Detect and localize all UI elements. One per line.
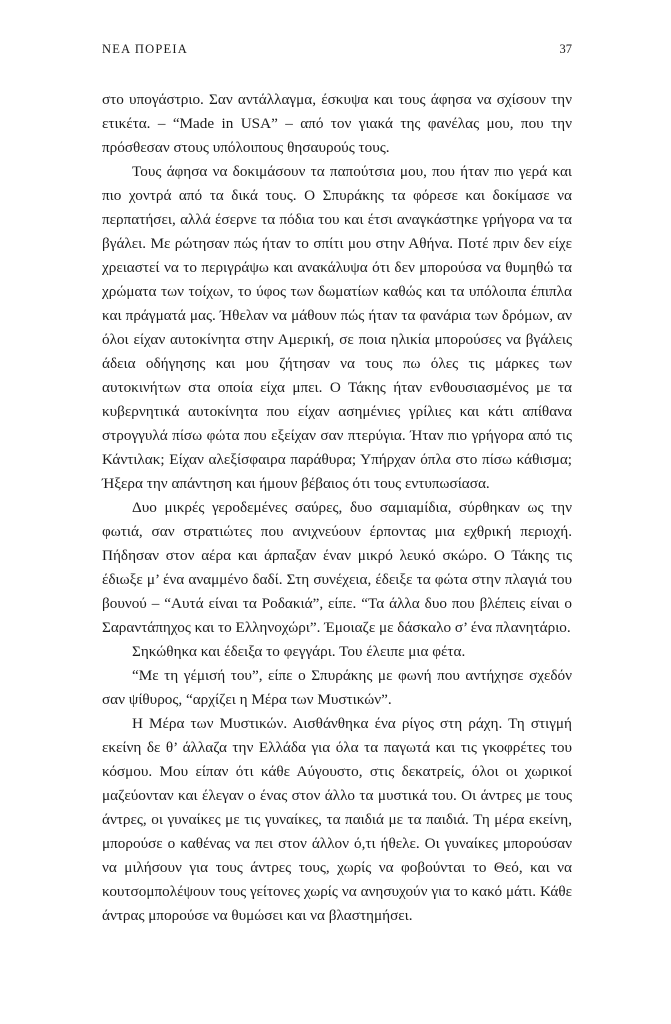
paragraph: Δυο μικρές γεροδεμένες σαύρες, δυο σαμιαμίδια, σύρθηκαν ως την φωτιά, σαν στρατιώτες που ανιχνεύουν έρποντας μια εχθρική περιοχή. Πήδησαν στον αέρα και άρπαξαν έναν μικρό λευκό σκώρο. Ο Τάκης τις έδιωξε μ’ ένα αναμμένο δαδί. Στη συνέχεια, έδειξε τα φώτα στην πλαγιά του βουνού – “Αυτά είναι τα Ροδακιά”, είπε. “Τα άλλα δυο που βλέπεις είναι ο Σαραντάπηχος και το Ελληνοχώρι”. Έμοιαζε με δάσκαλο σ’ ένα πλανητάριο.: [102, 499, 572, 636]
running-title: ΝΕΑ ΠΟΡΕΙΑ: [102, 42, 188, 56]
paragraph: Τους άφησα να δοκιμάσουν τα παπούτσια μου, που ήταν πιο γερά και πιο χοντρά από τα δικά τους. Ο Σπυράκης τα φόρεσε και δοκίμασε να περπατήσει, αλλά έσερνε τα πόδια του και έτσι αναγκάστηκε γρήγορα να τα βγάλει. Με ρώτησαν πώς ήταν το σπίτι μου στην Αθήνα. Ποτέ πριν δεν είχε χρειαστεί να το περιγράψω και ανακάλυψα ότι δεν μπορούσα να θυμηθώ τα χρώματα των τοίχων, το ύφος των δωματίων καθώς και τα υπόλοιπα έπιπλα και πράγματά μας. Ήθελαν να μάθουν πώς ήταν τα φανάρια των δρόμων, αν όλοι είχαν αυτοκίνητα στην Αμερική, σε ποια ηλικία μπορούσες να βγάλεις άδεια οδήγησης και μου ζήτησαν να τους πω όλες τις μάρκες των αυτοκινήτων στα οποία είχα μπει. Ο Τάκης ήταν ενθουσιασμένος με τα κυβερνητικά αυτοκίνητα που είχαν ασημένιες γρίλιες και κάτι απίθανα στρογγυλά πίσω φώτα που εξείχαν σαν πτερύγια. Ήταν πιο γρήγορα από τις Κάντιλακ; Είχαν αλεξίσφαιρα παράθυρα; Υπήρχαν όπλα στο πίσω κάθισμα; Ήξερα την απάντηση και ήμουν βέβαιος ότι τους εντυπωσίασα.: [102, 163, 572, 492]
paragraph: Σηκώθηκα και έδειξα το φεγγάρι. Του έλειπε μια φέτα.: [132, 643, 466, 660]
paragraph-continued: στο υπογάστριο. Σαν αντάλλαγμα, έσκυψα και τους άφησα να σχίσουν την ετικέτα. – “Made in USA” – από τον γιακά της φανέλας μου, που την πρόσθεσαν στους υπόλοιπους θησαυρούς τους.: [102, 91, 572, 156]
paragraph: Η Μέρα των Μυστικών. Αισθάνθηκα ένα ρίγος στη ράχη. Τη στιγμή εκείνη δε θ’ άλλαζα την Ελλάδα για όλα τα παγωτά και τις γκοφρέτες του κόσμου. Μου είπαν ότι κάθε Αύγουστο, στις δεκατρείς, όλοι οι χωρικοί μαζεύονταν και έλεγαν ο ένας στον άλλο τα μυστικά του. Οι άντρες με τους άντρες, οι γυναίκες με τις γυναίκες, τα παιδιά με τα παιδιά. Τη μέρα εκείνη, μπορούσε ο καθένας να πει στον άλλον ό,τι ήθελε. Οι γυναίκες μπορούσαν να μιλήσουν για τους άντρες τους, χωρίς να φοβούνται το Θεό, και να κουτσομπολέψουν τους γείτονες χωρίς να ανησυχούν για το κακό μάτι. Κάθε άντρας μπορούσε να θυμώσει και να βλαστημήσει.: [102, 715, 572, 924]
paragraph: “Με τη γέμισή του”, είπε ο Σπυράκης με φωνή που αντήχησε σχεδόν σαν ψίθυρος, “αρχίζει η Μέρα των Μυστικών”.: [102, 667, 572, 708]
page-number: 37: [559, 42, 572, 56]
body-text: [102, 88, 572, 928]
page-header: [102, 42, 572, 60]
